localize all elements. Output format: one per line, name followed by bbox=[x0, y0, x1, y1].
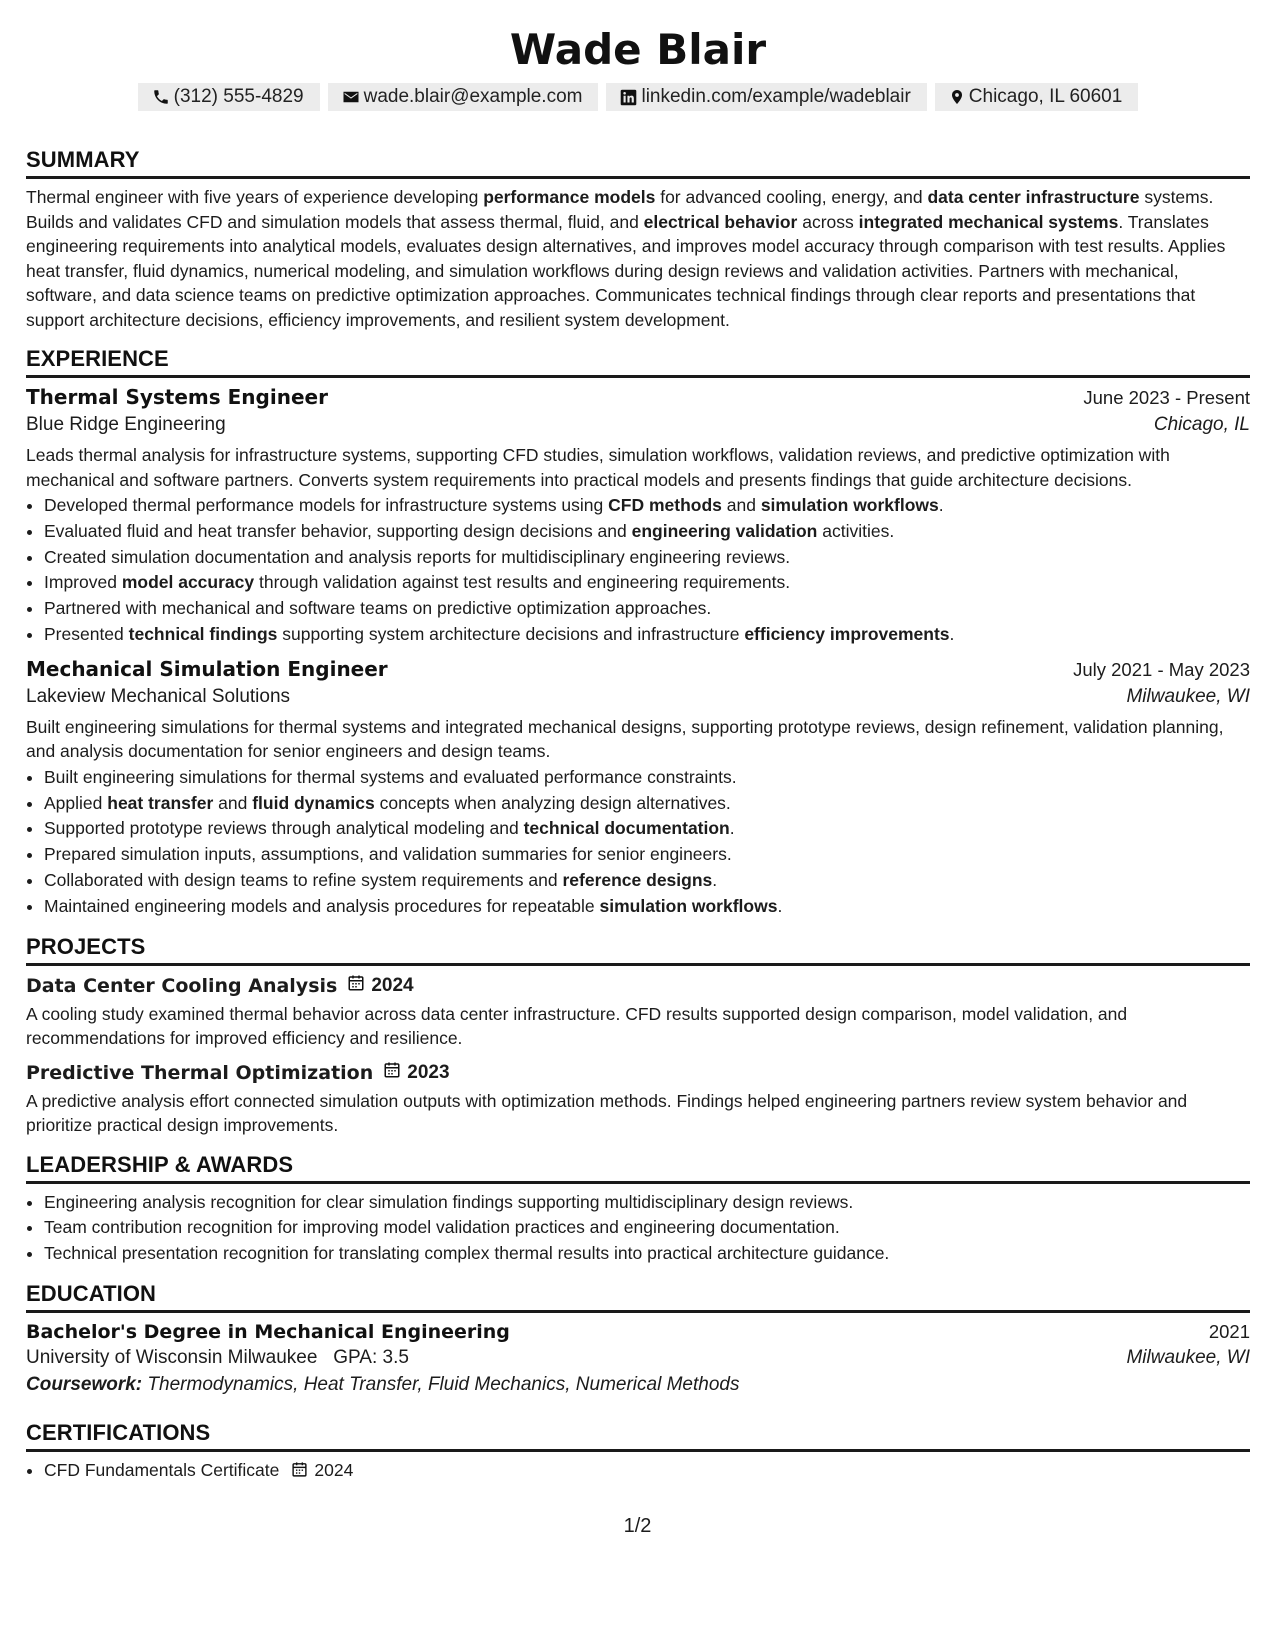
list-item: • Built engineering simulations for thermal systems and evaluated performance constraints. bbox=[44, 765, 1250, 791]
project-year: 2023 bbox=[407, 1061, 450, 1083]
calendar-icon bbox=[347, 974, 365, 998]
job-title: Thermal Systems Engineer bbox=[26, 385, 328, 409]
project-description: A cooling study examined thermal behavior across data center infrastructure. CFD results supported design comparison, model validation, and recommendations for improved efficiency and resilience. bbox=[26, 1003, 1128, 1049]
school-name: University of Wisconsin Milwaukee bbox=[26, 1346, 318, 1368]
contact-email[interactable] bbox=[328, 83, 599, 111]
list-item: • Supported prototype reviews through analytical modeling and technical documentation. bbox=[44, 816, 1250, 842]
list-item bbox=[44, 1458, 1250, 1484]
coursework-label: Coursework: bbox=[26, 1373, 143, 1395]
job-entry bbox=[26, 385, 1250, 648]
project-title: Data Center Cooling Analysis bbox=[26, 974, 338, 997]
education-section bbox=[26, 1281, 1250, 1396]
section-title: CERTIFICATIONS bbox=[26, 1420, 1250, 1452]
candidate-name: Wade Blair bbox=[509, 25, 767, 74]
school-location: Milwaukee, WI bbox=[1126, 1346, 1250, 1368]
project-year: 2024 bbox=[371, 974, 414, 996]
job-description: Built engineering simulations for thermal systems and integrated mechanical designs, supporting prototype reviews, design refinement, validation planning, and analysis documentation for senior engineers and design teams. bbox=[26, 716, 1224, 762]
contact-bar bbox=[26, 83, 1250, 111]
summary-text: Thermal engineer with five years of experience developing performance models for advanced cooling, energy, and data center infrastructure systems. Builds and validates CFD and simulation models that assess thermal, fluid, and electrical behavior across integrated mechanical systems. Translates engineering requirements into analytical models, evaluates design alternatives, and improves model accuracy through comparison with test results. Applies heat transfer, fluid dynamics, numerical modeling, and simulation workflows during design reviews and validation activities. Partners with mechanical, software, and data science teams on predictive optimization approaches. Communicates technical findings through clear reports and presentations that support architecture decisions, efficiency improvements, and resilient system development. bbox=[26, 187, 1226, 330]
location-text: Chicago, IL 60601 bbox=[968, 86, 1123, 107]
certifications-section bbox=[26, 1420, 1250, 1484]
job-title: Mechanical Simulation Engineer bbox=[26, 656, 388, 681]
linkedin-icon bbox=[620, 89, 637, 106]
list-item: • Engineering analysis recognition for clear simulation findings supporting multidisciplinary design reviews. bbox=[44, 1190, 1250, 1216]
section-title: SUMMARY bbox=[26, 147, 1250, 179]
list-item: • Maintained engineering models and analysis procedures for repeatable simulation workflows. bbox=[44, 894, 1250, 920]
contact-location bbox=[935, 83, 1139, 111]
degree-title: Bachelor's Degree in Mechanical Engineering bbox=[26, 1320, 510, 1343]
section-title: PROJECTS bbox=[26, 934, 1250, 966]
job-bullets bbox=[26, 493, 1250, 648]
certifications-list bbox=[26, 1458, 1250, 1484]
linkedin-text: linkedin.com/example/wadeblair bbox=[641, 86, 911, 107]
company-name: Lakeview Mechanical Solutions bbox=[26, 685, 291, 707]
list-item: • Presented technical findings supporting system architecture decisions and infrastructure efficiency improvements. bbox=[44, 622, 1250, 648]
section-title: EXPERIENCE bbox=[26, 346, 1250, 378]
job-dates: June 2023 - Present bbox=[1083, 387, 1250, 408]
section-title: LEADERSHIP & AWARDS bbox=[26, 1152, 1250, 1184]
phone-text: (312) 555-4829 bbox=[173, 86, 304, 107]
awards-list bbox=[26, 1190, 1250, 1267]
project-header bbox=[26, 974, 1250, 998]
leadership-section bbox=[26, 1152, 1250, 1267]
certification-year: 2024 bbox=[314, 1459, 354, 1480]
job-description: Leads thermal analysis for infrastructure systems, supporting CFD studies, simulation workflows, validation reviews, and predictive optimization with mechanical and software partners. Converts system requirements into practical models and presents findings that guide architecture decisions. bbox=[26, 445, 1170, 490]
project-header bbox=[26, 1061, 1250, 1085]
list-item: • Team contribution recognition for improving model validation practices and engineering documentation. bbox=[44, 1215, 1250, 1241]
graduation-year: 2021 bbox=[1208, 1320, 1250, 1342]
section-title: EDUCATION bbox=[26, 1281, 1250, 1313]
job-location: Chicago, IL bbox=[1153, 414, 1250, 435]
gpa: GPA: 3.5 bbox=[333, 1346, 409, 1368]
list-item: • Collaborated with design teams to refine system requirements and reference designs. bbox=[44, 868, 1250, 894]
list-item: • Partnered with mechanical and software teams on predictive optimization approaches. bbox=[44, 596, 1250, 622]
list-item: • Improved model accuracy through validation against test results and engineering requirements. bbox=[44, 570, 1250, 596]
page-number: 1/2 bbox=[623, 1515, 652, 1537]
envelope-icon bbox=[342, 88, 360, 106]
project-description: A predictive analysis effort connected simulation outputs with optimization methods. Findings helped engineering partners review system behavior and prioritize practical design improvements. bbox=[26, 1090, 1188, 1136]
experience-section bbox=[26, 346, 1250, 920]
project-title: Predictive Thermal Optimization bbox=[26, 1061, 374, 1084]
contact-linkedin[interactable] bbox=[606, 83, 926, 111]
job-dates: July 2021 - May 2023 bbox=[1073, 658, 1250, 680]
job-location: Milwaukee, WI bbox=[1126, 685, 1250, 707]
list-item: • Technical presentation recognition for translating complex thermal results into practical architecture guidance. bbox=[44, 1241, 1250, 1267]
coursework bbox=[26, 1374, 1250, 1396]
coursework-list: Thermodynamics, Heat Transfer, Fluid Mechanics, Numerical Methods bbox=[147, 1373, 740, 1395]
list-item: • Prepared simulation inputs, assumptions, and validation summaries for senior engineers. bbox=[44, 842, 1250, 868]
certification-name: • CFD Fundamentals Certificate bbox=[44, 1459, 280, 1480]
contact-phone[interactable] bbox=[138, 83, 320, 111]
email-text: wade.blair@example.com bbox=[363, 86, 583, 107]
list-item: • Evaluated fluid and heat transfer behavior, supporting design decisions and engineering validation activities. bbox=[44, 519, 1250, 545]
summary-section bbox=[26, 147, 1250, 332]
phone-icon bbox=[152, 88, 170, 106]
list-item: • Applied heat transfer and fluid dynamics concepts when analyzing design alternatives. bbox=[44, 791, 1250, 817]
job-bullets bbox=[26, 765, 1250, 920]
list-item: • Created simulation documentation and analysis reports for multidisciplinary engineering reviews. bbox=[44, 545, 1250, 571]
job-entry bbox=[26, 657, 1250, 920]
list-item: • Developed thermal performance models for infrastructure systems using CFD methods and simulation workflows. bbox=[44, 493, 1250, 519]
calendar-icon bbox=[291, 1458, 308, 1484]
projects-section bbox=[26, 934, 1250, 1138]
company-name: Blue Ridge Engineering bbox=[26, 414, 226, 435]
calendar-icon bbox=[383, 1061, 401, 1085]
map-pin-icon bbox=[949, 88, 965, 106]
resume-page bbox=[26, 0, 1250, 1484]
